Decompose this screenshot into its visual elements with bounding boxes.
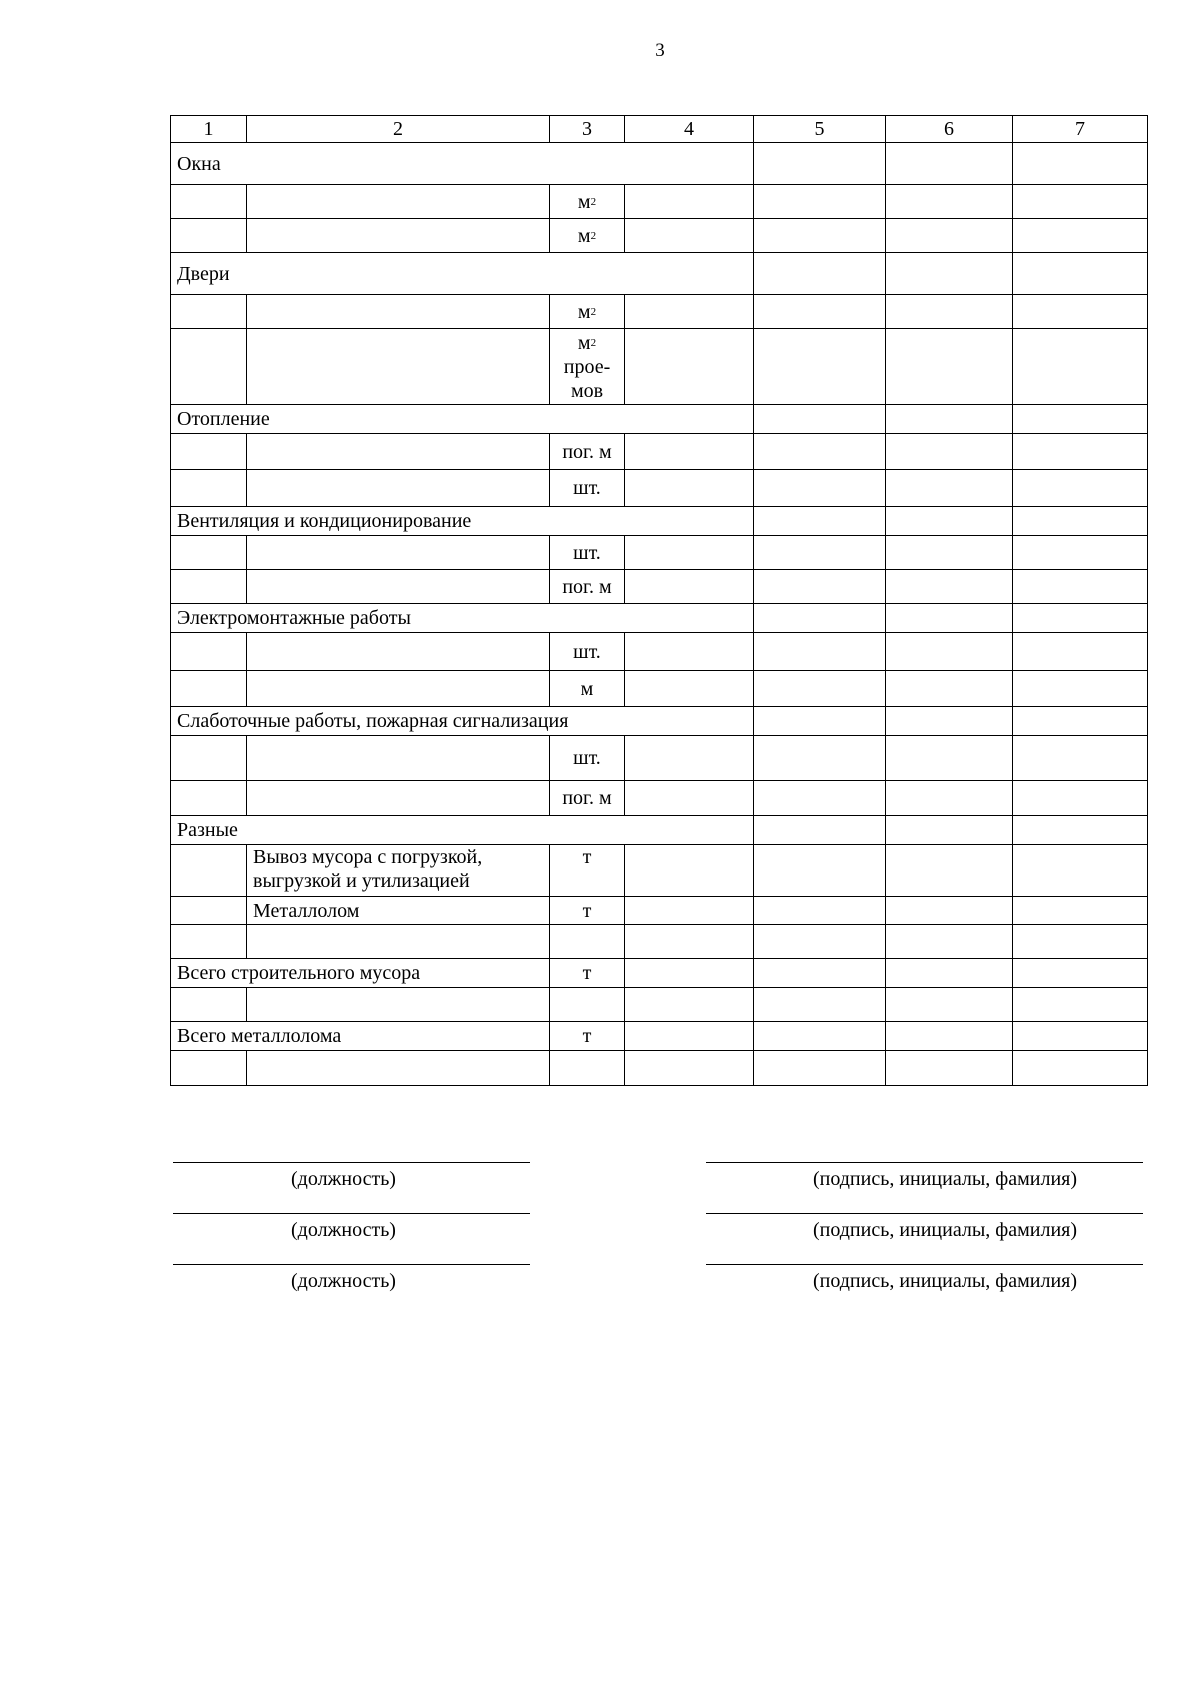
section-title: Двери <box>171 253 754 295</box>
table-cell <box>171 434 247 470</box>
table-cell <box>1013 405 1148 434</box>
table-cell <box>1013 781 1148 816</box>
table-cell <box>754 570 886 604</box>
unit-cell <box>550 925 625 959</box>
item-name-cell <box>247 633 550 671</box>
item-name-cell <box>247 219 550 253</box>
table-cell <box>886 185 1013 219</box>
item-name-line: выгрузкой и утилизацией <box>253 870 470 892</box>
table-cell <box>754 253 886 295</box>
table-cell <box>1013 1022 1148 1051</box>
unit-cell: пог. м <box>550 434 625 470</box>
unit-cell: т <box>550 1022 625 1051</box>
unit-cell: м <box>550 671 625 707</box>
table-cell <box>1013 988 1148 1022</box>
table-cell <box>754 671 886 707</box>
table-cell <box>886 295 1013 329</box>
unit-text: м <box>577 331 591 354</box>
section-row <box>171 507 1148 536</box>
unit-cell: шт. <box>550 470 625 507</box>
item-name-cell <box>247 295 550 329</box>
section-title: Слаботочные работы, пожарная сигнализация <box>171 707 754 736</box>
table-row <box>171 470 1148 507</box>
table-cell <box>886 845 1013 897</box>
table-cell <box>171 671 247 707</box>
table-cell <box>171 925 247 959</box>
table-cell <box>1013 897 1148 925</box>
unit-cell: пог. м <box>550 781 625 816</box>
table-cell <box>886 633 1013 671</box>
table-cell <box>625 470 754 507</box>
table-cell <box>171 1051 247 1086</box>
table-cell <box>886 925 1013 959</box>
table-cell <box>625 925 754 959</box>
table-cell <box>1013 671 1148 707</box>
table-row <box>171 781 1148 816</box>
table-cell <box>754 988 886 1022</box>
works-table <box>170 115 1148 1086</box>
total-row <box>171 959 1148 988</box>
section-row <box>171 253 1148 295</box>
unit-text: м <box>577 190 591 213</box>
signature-caption: (подпись, инициалы, фамилия) <box>812 1270 1078 1292</box>
table-cell <box>247 1051 550 1086</box>
table-row <box>171 633 1148 671</box>
unit-text-line: мов <box>570 379 604 402</box>
table-cell <box>886 405 1013 434</box>
item-name-cell: Металлолом <box>247 897 550 925</box>
table-cell <box>1013 925 1148 959</box>
table-cell <box>1013 143 1148 185</box>
unit-text: м <box>577 300 591 323</box>
table-cell <box>754 845 886 897</box>
table-cell <box>754 707 886 736</box>
table-cell <box>625 1051 754 1086</box>
table-cell <box>886 253 1013 295</box>
table-cell <box>625 736 754 781</box>
table-header-row <box>171 116 1148 143</box>
section-row <box>171 604 1148 633</box>
table-cell <box>1013 507 1148 536</box>
table-cell <box>1013 219 1148 253</box>
section-row <box>171 707 1148 736</box>
table-cell <box>171 219 247 253</box>
unit-cell: т <box>550 959 625 988</box>
unit-text: м <box>577 224 591 247</box>
table-cell <box>625 434 754 470</box>
table-row <box>171 185 1148 219</box>
unit-cell: шт. <box>550 536 625 570</box>
table-cell <box>625 671 754 707</box>
item-name-cell <box>247 536 550 570</box>
table-cell <box>625 219 754 253</box>
table-cell <box>625 959 754 988</box>
table-row <box>171 845 1148 897</box>
page-number: 3 <box>655 40 665 61</box>
table-row <box>171 295 1148 329</box>
table-cell <box>1013 816 1148 845</box>
table-cell <box>754 434 886 470</box>
table-cell <box>754 507 886 536</box>
unit-cell <box>550 185 625 219</box>
item-name-cell <box>247 845 550 897</box>
signature-line[interactable] <box>706 1162 1143 1163</box>
table-cell <box>1013 736 1148 781</box>
table-cell <box>886 988 1013 1022</box>
section-row <box>171 143 1148 185</box>
item-name-cell <box>247 470 550 507</box>
section-title: Окна <box>171 143 754 185</box>
table-cell <box>754 736 886 781</box>
position-caption: (должность) <box>291 1270 396 1292</box>
position-line[interactable] <box>173 1213 530 1214</box>
section-title: Отопление <box>171 405 754 434</box>
signature-caption: (подпись, инициалы, фамилия) <box>812 1168 1078 1190</box>
table-row <box>171 434 1148 470</box>
table-cell <box>625 1022 754 1051</box>
item-name-line: Вывоз мусора с погрузкой, <box>253 846 483 868</box>
table-cell <box>1013 845 1148 897</box>
section-title: Вентиляция и кондиционирование <box>171 507 754 536</box>
table-cell <box>1013 295 1148 329</box>
column-header: 3 <box>550 116 625 143</box>
table-cell <box>550 988 625 1022</box>
item-name-cell <box>247 736 550 781</box>
column-header: 1 <box>171 116 247 143</box>
unit-cell <box>550 219 625 253</box>
table-cell <box>886 897 1013 925</box>
position-caption: (должность) <box>291 1219 396 1241</box>
table-row <box>171 219 1148 253</box>
table-cell <box>625 295 754 329</box>
table-cell <box>1013 570 1148 604</box>
table-cell <box>1013 185 1148 219</box>
table-cell <box>171 185 247 219</box>
total-label: Всего строительного мусора <box>171 959 550 988</box>
signature-line[interactable] <box>706 1213 1143 1214</box>
table-cell <box>754 925 886 959</box>
item-name-cell <box>247 434 550 470</box>
table-cell <box>625 329 754 405</box>
table-cell <box>754 633 886 671</box>
table-cell <box>754 219 886 253</box>
table-cell <box>886 219 1013 253</box>
column-header: 4 <box>625 116 754 143</box>
unit-superscript: 2 <box>590 305 597 318</box>
unit-cell <box>550 329 625 405</box>
table-cell <box>1013 434 1148 470</box>
table-cell <box>886 707 1013 736</box>
table-cell <box>886 959 1013 988</box>
table-row <box>171 536 1148 570</box>
signature-line[interactable] <box>706 1264 1143 1265</box>
item-name-cell <box>247 570 550 604</box>
table-cell <box>754 959 886 988</box>
table-row <box>171 736 1148 781</box>
table-row <box>171 897 1148 925</box>
table-cell <box>1013 470 1148 507</box>
position-line[interactable] <box>173 1264 530 1265</box>
table-cell <box>886 470 1013 507</box>
table-cell <box>754 897 886 925</box>
unit-cell: шт. <box>550 736 625 781</box>
table-row <box>171 925 1148 959</box>
table-cell <box>171 633 247 671</box>
table-cell <box>171 845 247 897</box>
table-cell <box>886 781 1013 816</box>
table-cell <box>754 143 886 185</box>
unit-text-line: прое- <box>563 355 611 378</box>
table-cell <box>754 185 886 219</box>
column-header: 6 <box>886 116 1013 143</box>
unit-cell: т <box>550 845 625 897</box>
table-cell <box>886 816 1013 845</box>
table-row <box>171 570 1148 604</box>
table-cell <box>171 570 247 604</box>
table-cell <box>625 633 754 671</box>
table-row <box>171 1051 1148 1086</box>
table-cell <box>754 1051 886 1086</box>
unit-superscript: 2 <box>590 336 597 349</box>
table-cell <box>886 736 1013 781</box>
table-cell <box>886 604 1013 633</box>
table-cell <box>886 507 1013 536</box>
table-cell <box>625 570 754 604</box>
table-cell <box>886 143 1013 185</box>
table-cell <box>886 434 1013 470</box>
table-cell <box>625 185 754 219</box>
item-name-cell <box>247 925 550 959</box>
table-row <box>171 988 1148 1022</box>
table-cell <box>1013 253 1148 295</box>
table-cell <box>754 816 886 845</box>
total-label: Всего металлолома <box>171 1022 550 1051</box>
table-cell <box>171 329 247 405</box>
table-cell <box>886 570 1013 604</box>
position-caption: (должность) <box>291 1168 396 1190</box>
table-cell <box>171 295 247 329</box>
item-name-cell <box>247 329 550 405</box>
total-row <box>171 1022 1148 1051</box>
table-cell <box>886 1051 1013 1086</box>
table-cell <box>1013 1051 1148 1086</box>
table-cell <box>886 329 1013 405</box>
section-title: Электромонтажные работы <box>171 604 754 633</box>
table-cell <box>171 736 247 781</box>
section-row <box>171 405 1148 434</box>
column-header: 7 <box>1013 116 1148 143</box>
table-cell <box>754 604 886 633</box>
table-cell <box>625 988 754 1022</box>
unit-cell: т <box>550 897 625 925</box>
table-cell <box>625 897 754 925</box>
table-cell <box>754 1022 886 1051</box>
table-cell <box>754 405 886 434</box>
table-row <box>171 671 1148 707</box>
table-cell <box>625 781 754 816</box>
table-cell <box>171 988 247 1022</box>
unit-cell: пог. м <box>550 570 625 604</box>
table-cell <box>886 536 1013 570</box>
item-name-cell <box>247 185 550 219</box>
table-cell <box>171 470 247 507</box>
table-cell <box>625 536 754 570</box>
column-header: 5 <box>754 116 886 143</box>
table-cell <box>754 536 886 570</box>
unit-superscript: 2 <box>590 195 597 208</box>
unit-cell: шт. <box>550 633 625 671</box>
table-cell <box>1013 633 1148 671</box>
table-cell <box>1013 329 1148 405</box>
table-cell <box>886 671 1013 707</box>
table-cell <box>550 1051 625 1086</box>
item-name-cell <box>247 781 550 816</box>
item-name-cell <box>247 671 550 707</box>
unit-superscript: 2 <box>590 229 597 242</box>
table-cell <box>754 329 886 405</box>
table-cell <box>886 1022 1013 1051</box>
table-row <box>171 329 1148 405</box>
table-cell <box>1013 707 1148 736</box>
table-cell <box>754 470 886 507</box>
table-cell <box>1013 536 1148 570</box>
position-line[interactable] <box>173 1162 530 1163</box>
unit-cell <box>550 295 625 329</box>
table-cell <box>171 781 247 816</box>
table-cell <box>1013 604 1148 633</box>
table-cell <box>247 988 550 1022</box>
column-header: 2 <box>247 116 550 143</box>
table-cell <box>625 845 754 897</box>
section-row <box>171 816 1148 845</box>
table-cell <box>1013 959 1148 988</box>
section-title: Разные <box>171 816 754 845</box>
table-cell <box>754 781 886 816</box>
table-cell <box>171 536 247 570</box>
table-cell <box>754 295 886 329</box>
signature-caption: (подпись, инициалы, фамилия) <box>812 1219 1078 1241</box>
table-cell <box>171 897 247 925</box>
